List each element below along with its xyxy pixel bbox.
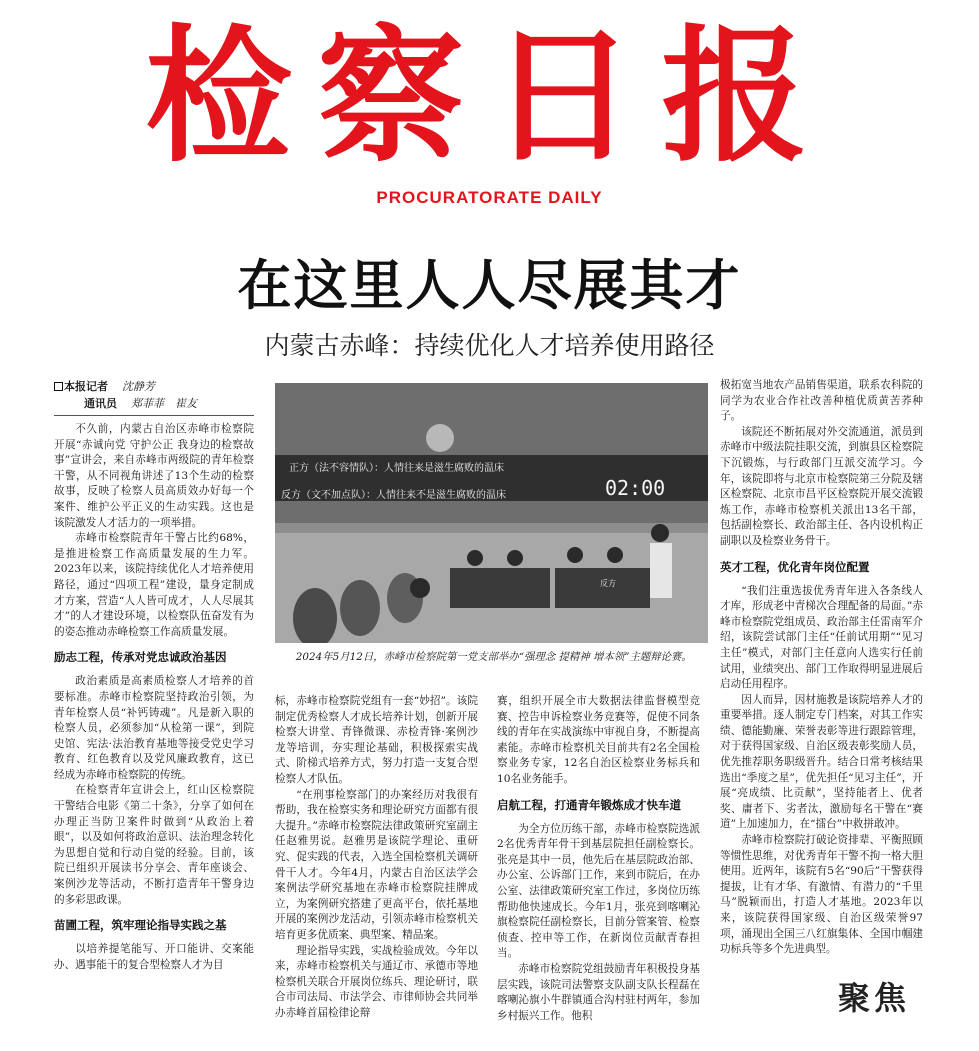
- paragraph: 为全方位历练干部，赤峰市检察院选派2名优秀青年骨干到基层院担任副检察长。张亮是其中一员，他先后在基层院政治部、办公室、公诉部门工作，来到市院后，在办公室、法律政策研究室工作过，多岗位历练帮助他快速成长。今年1月，张亮到喀喇沁旗检察院任副检察长，目前分管案管、检察侦查、控申等工作，在新岗位贡献青春担当。: [497, 822, 700, 960]
- section-heading: 启航工程，打通青年锻炼成才快车道: [497, 797, 681, 812]
- article-headline: 在这里人人尽展其才: [237, 253, 742, 317]
- stamp-text: 聚焦: [838, 979, 911, 1017]
- pro-side-label: 正方（法不容情队）：人情往来是滋生腐败的温床: [289, 463, 504, 474]
- paragraph: 该院还不断拓展对外交流通道，派员到赤峰市中级法院挂职交流，到旗县区检察院下沉锻炼，与行政部门互派交流学习。今年，该院即将与北京市检察院第三分院及辖区检察院、北京市昌平区检察院开展交流锻炼工作，赤峰市检察机关派出13名干部，包括副检察长、政治部主任、各内设机构正副职以及检察业务骨干。: [720, 425, 923, 547]
- byline: [54, 378, 254, 412]
- paragraph: 赛，组织开展全市大数据法律监督模型竞赛、控告申诉检察业务竞赛等，促使不同条线的青年在实战演练中审视自身，不断提高素能。赤峰市检察机关目前共有2名全国检察业务专家，12名自治区检察业务标兵和10名业务能手。: [497, 695, 700, 785]
- article-subheadline: 内蒙古赤峰：持续优化人才培养使用路径: [264, 331, 715, 360]
- paragraph: 以培养提笔能写、开口能讲、交案能办、遇事能干的复合型检察人才为目: [54, 943, 254, 971]
- section-heading: 励志工程，传承对党忠诚政治基因: [54, 650, 227, 665]
- paragraph: 因人而异，因材施教是该院培养人才的重要举措。逐人制定专门档案，对其工作实绩、德能勤廉、荣誉表彰等进行跟踪管理，对于获得国家级、自治区级表彰奖励人员，优先推荐职务职级晋升。结合日常考核结果选出“季度之星”，优先担任“见习主任”，开展“亮成绩、比贡献”，坚持能者上、优者奖、庸者下、劣者汰，激励每名干警在“赛道”上加速加力，在“擂台”中救拼敢冲。: [720, 693, 923, 831]
- paragraph: 赤峰市检察院党组鼓励青年积极投身基层实践，该院司法警察支队副支队长程磊在喀喇沁旗小牛群镇通合沟村驻村两年，参加乡村振兴工作。他积: [497, 962, 700, 1022]
- paragraph: 政治素质是高素质检察人才培养的首要标准。赤峰市检察院坚持政治引领，为青年检察人员“补钙铸魂”。凡是新入职的检察人员，必须参加“从检第一课”，到院史馆、宪法·法治教育基地等接受党史学习教育、红色教育以及党风廉政教育，这已经成为赤峰市检察院的传统。: [54, 675, 254, 781]
- article-column-4: [720, 378, 923, 958]
- article-column-3: [497, 694, 700, 1024]
- paragraph: 极拓宽当地农产品销售渠道，联系农科院的同学为农业合作社改善种植优质黄苦荞种子。: [720, 379, 923, 423]
- square-mark-icon: [54, 382, 63, 391]
- byline-divider: [54, 415, 254, 416]
- paragraph: “我们注重选拔优秀青年进入各条线人才库，形成老中青梯次合理配备的局面。”赤峰市检察院党组成员、政治部主任雷南军介绍，该院尝试部门主任“任前试用期”“见习主任”模式，对部门主任意向人选实行任前试用，业绩突出、部门工作取得明显进展后启动任用程序。: [720, 584, 923, 691]
- paragraph: 标，赤峰市检察院党组有一套“妙招”。该院制定优秀检察人才成长培养计划，创新开展检察大讲堂、青锋微课、赤检青锋·案例沙龙等培训，夯实理论基础，积极探索实战式、阶梯式培养方式，努力打造一支复合型检察人才队伍。: [275, 695, 478, 785]
- article-column-1: [54, 378, 254, 973]
- byline-reporter: 本报记者 沈静芳: [54, 378, 254, 395]
- debate-scene-illustration: [275, 383, 708, 643]
- masthead-subtitle: PROCURATORATE DAILY: [376, 188, 603, 207]
- paragraph: 赤峰市检察院青年干警占比约68%，是推进检察工作高质量发展的生力军。2023年以来，该院持续优化人才培养使用路径，通过“四项工程”建设，量身定制成才方案，营造“人人皆可成才，人人尽展其才”的人才建设环境，以检察队伍奋发有为的姿态推动赤峰检察工作高质量发展。: [54, 532, 254, 638]
- paragraph: 理论指导实践，实战检验成效。今年以来，赤峰市检察机关与通辽市、承德市等地检察机关联合开展岗位练兵、理论研讨，联合市司法局、市法学会、市律师协会共同举办赤峰首届检律论辩: [275, 944, 478, 1019]
- masthead: [0, 0, 979, 215]
- con-side-label: 反方（文不加点队）：人情往来不是滋生腐败的温床: [281, 490, 506, 501]
- article-column-2: [275, 694, 478, 1021]
- section-stamp: [830, 974, 926, 1026]
- paragraph: “在刑事检察部门的办案经历对我很有帮助，我在检察实务和理论研究方面都有很大提升。”赤峰市检察院法律政策研究室副主任赵雅男说。赵雅男是该院学理论、重研究、促实践的代表，入选全国检察机关调研骨干人才。今年4月，内蒙古自治区法学会案例法学研究基地在赤峰市检察院挂牌成立，为案例研究搭建了更高平台，依托基地开展的案例沙龙活动，引领赤峰市检察机关培育更多优质案、典型案、精品案。: [275, 788, 478, 941]
- paragraph: 在检察青年宣讲会上，红山区检察院干警结合电影《第二十条》，分享了如何在办理正当防卫案件时做到“从政治上着眼”，以及如何将政治意识、法治理念转化为思想自觉和行动自觉的经验。目前，该院已组织开展读书分享会、青年座谈会、案例沙龙等活动，不断打造青年干警身边的多彩思政课。: [54, 784, 254, 906]
- section-heading: 苗圃工程，筑牢理论指导实践之基: [54, 918, 227, 933]
- emblem-icon: [426, 424, 454, 452]
- section-heading: 英才工程，优化青年岗位配置: [720, 559, 870, 574]
- desk-label: 反方: [600, 579, 616, 588]
- byline-correspondent: 通讯员 郑菲菲 崔友: [84, 397, 197, 410]
- news-photo: [275, 383, 708, 643]
- paragraph: 不久前，内蒙古自治区赤峰市检察院开展“赤诚向党 守护公正 我身边的检察故事”宣讲会，来自赤峰市两级院的青年检察干警，从不同视角讲述了13个生动的检察故事，反映了检察人员高质效办好每一个案件、维护公平正义的生动实践。这也是该院激发人才活力的一项举措。: [54, 423, 254, 529]
- masthead-title: 检察日报: [145, 11, 834, 182]
- paragraph: 赤峰市检察院打破论资排辈、平衡照顾等惯性思维，对优秀青年干警不拘一格大胆使用。近两年，该院有5名“90后”干警获得提拔，让有才华、有激情、有潜力的“千里马”脱颖而出，打造人才基地。2023年以来，该院获得国家级、自治区级荣誉97项，涌现出全国三八红旗集体、全国巾帼建功标兵等多个先进典型。: [720, 834, 923, 956]
- debate-timer: 02:00: [605, 476, 666, 500]
- photo-caption: 2024年5月12日，赤峰市检察院第一党支部举办“强理念 提精神 增本领”主题辩论赛。: [295, 651, 692, 663]
